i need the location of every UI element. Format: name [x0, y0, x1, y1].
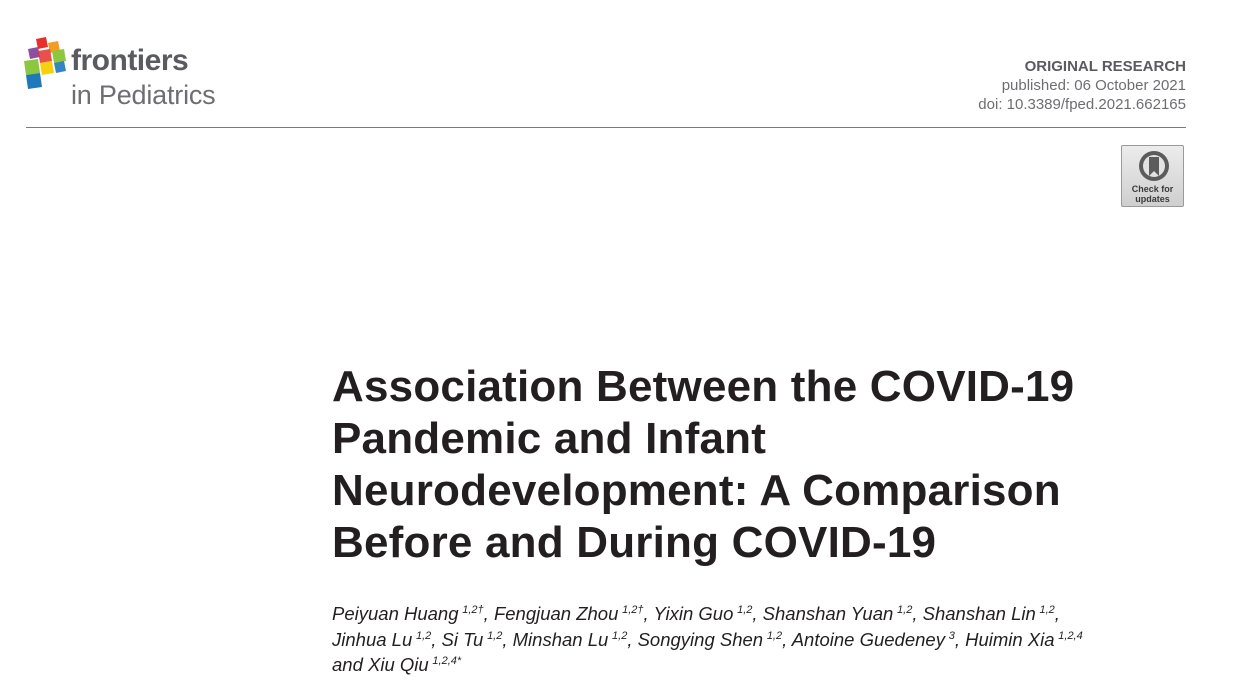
author-name[interactable]: Xiu Qiu — [368, 654, 429, 675]
author-affiliation: 1,2 — [1039, 604, 1055, 616]
article-title: Association Between the COVID-19 Pandemic and Infant Neurodevelopment: A Comparison Before and During COVID-19 — [332, 362, 1075, 567]
author-name[interactable]: Yixin Guo — [653, 603, 734, 624]
journal-logo[interactable] — [24, 37, 264, 117]
author-list: Peiyuan Huang $^{1,2\dagger}$, Fengjuan Zhou $^{1,2\dagger}$, Yixin Guo $^{1,2}$, Shanshan Yuan $^{1,2}$, Shanshan Lin $^{1,2}$, Jinhua Lu $^{1,2}$, Si Tu $^{1,2}$, Minshan Lu $^{1,2}$, Songying Shen $^{1,2}$, Antoine Guedeney $^3$, Huimin Xia $^{1,2,4}$ and Xiu Qiu $^{1,2,4*}$ — [332, 603, 1083, 675]
article-type: ORIGINAL RESEARCH — [1024, 58, 1186, 75]
journal-name: in Pediatrics — [71, 80, 216, 110]
author-affiliation: 1,2 — [487, 629, 503, 642]
check-for-updates-line1: Check for — [1131, 184, 1174, 194]
author-affiliation: 1,2 — [415, 629, 432, 642]
author-affiliation: 1,2 — [737, 604, 753, 616]
author-affiliation: 1,2 — [766, 629, 783, 642]
author-name[interactable]: Jinhua Lu — [332, 628, 413, 650]
bookmark-icon — [1137, 149, 1171, 183]
author-name[interactable]: Si Tu — [441, 628, 484, 650]
check-for-updates-button[interactable] — [1121, 145, 1184, 207]
author-name[interactable]: Songying Shen — [637, 628, 764, 650]
author-affiliation: 1,2,4 — [1058, 629, 1083, 642]
author-affiliation: 1,2† — [462, 604, 484, 616]
author-name[interactable]: Peiyuan Huang — [332, 603, 459, 624]
publish-date: published: 06 October 2021 — [1001, 77, 1186, 94]
article-meta — [978, 57, 1186, 114]
frontiers-logo-icon — [24, 37, 68, 89]
journal-brand: frontiers — [71, 44, 189, 77]
author-affiliation: 1,2 — [897, 604, 913, 616]
author-name[interactable]: Huimin Xia — [965, 628, 1055, 650]
check-for-updates-line2: updates — [1135, 194, 1170, 204]
author-name[interactable]: Minshan Lu — [512, 628, 609, 650]
author-affiliation: 1,2 — [612, 629, 628, 642]
author-affiliation: 1,2,4* — [432, 655, 462, 667]
author-affiliation: 3 — [948, 629, 955, 642]
author-name[interactable]: Antoine Guedeney — [791, 628, 945, 650]
doi-link[interactable]: doi: 10.3389/fped.2021.662165 — [978, 96, 1186, 113]
author-name[interactable]: Fengjuan Zhou — [493, 603, 619, 624]
header-divider — [26, 127, 1186, 128]
author-name[interactable]: Shanshan Yuan — [762, 603, 894, 624]
author-affiliation: 1,2† — [622, 604, 644, 616]
check-for-updates-label — [1122, 184, 1183, 204]
author-name[interactable]: Shanshan Lin — [922, 603, 1036, 624]
